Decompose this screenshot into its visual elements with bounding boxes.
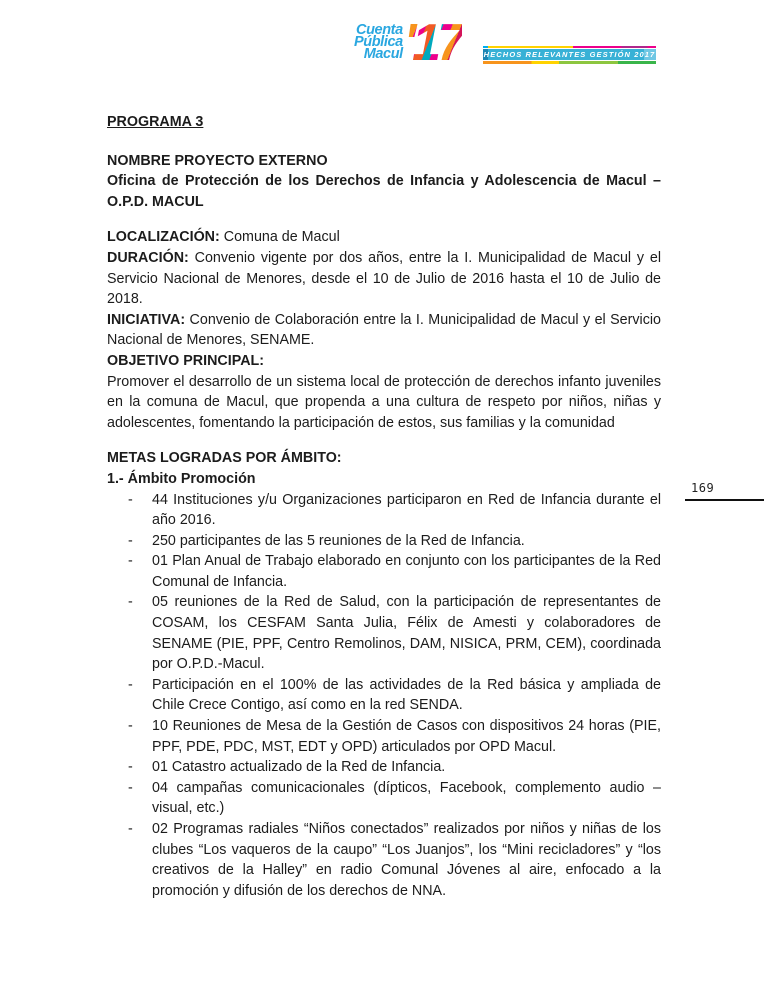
- ribbon-banner: [483, 46, 656, 64]
- section-objetivo: [107, 351, 661, 433]
- metas-heading: METAS LOGRADAS POR ÁMBITO:: [107, 450, 342, 467]
- localizacion-label: LOCALIZACIÓN:: [107, 229, 220, 246]
- logo-year-17: '17: [403, 14, 462, 72]
- ribbon-top-stripe: [483, 46, 656, 48]
- bullet-item: - 04 campañas comunicacionales (dípticos, Facebook, complemento audio – visual, etc.): [107, 778, 661, 819]
- ambito-promocion-heading: 1.- Ámbito Promoción: [107, 470, 256, 487]
- localizacion-value: Comuna de Macul: [223, 229, 340, 246]
- bullet-item: - 05 reuniones de la Red de Salud, con la participación de representantes de COSAM, los CESFAM Santa Julia, Félix de Amesti y colaboradores de SENAME (PIE, PPF, Centro Remolinos, DAM, NISICA, PRM, CEM), coordinada por O.P.D.-Macul.: [107, 592, 661, 674]
- page-number-rule: [685, 499, 764, 501]
- ribbon-band: [483, 49, 656, 60]
- bullet-item: - 44 Instituciones y/u Organizaciones participaron en Red de Infancia durante el año 2016.: [107, 490, 661, 531]
- program-title: PROGRAMA 3: [107, 114, 204, 130]
- bullet-item: - 01 Plan Anual de Trabajo elaborado en conjunto con los participantes de la Red Comunal de Infancia.: [107, 551, 661, 592]
- ribbon-text: HECHOS RELEVANTES GESTIÓN 2017: [483, 50, 656, 59]
- objetivo-value: Promover el desarrollo de un sistema local de protección de derechos infanto juveniles en la comuna de Macul, que propenda a una cultura de respeto por niños, niñas y adolescentes, fomentando la participación de estos, sus familias y la comunidad: [107, 373, 661, 431]
- iniciativa-value: Convenio de Colaboración entre la I. Municipalidad de Macul y el Servicio Nacional de Menores, SENAME.: [107, 311, 661, 349]
- logo-word-macul: Macul: [363, 45, 403, 62]
- nombre-proyecto-label: NOMBRE PROYECTO EXTERNO: [107, 152, 328, 169]
- bullet-item: - 250 participantes de las 5 reuniones de la Red de Infancia.: [107, 531, 661, 552]
- bullet-item: - 02 Programas radiales “Niños conectados” realizados por niños y niñas de los clubes “Los vaqueros de la caupo” “Los Juanjos”, los “Mini recicladores” y “los creativos de la Halley” en radio Comunal Jóvenes al aire, enfocado a la promoción y difusión de los derechos de NNA.: [107, 819, 661, 901]
- page-number-block: [685, 481, 764, 501]
- section-duracion: [107, 248, 661, 310]
- section-nombre-proyecto: [107, 151, 661, 213]
- objetivo-label: OBJETIVO PRINCIPAL:: [107, 352, 265, 369]
- nombre-proyecto-value: Oficina de Protección de los Derechos de Infancia y Adolescencia de Macul – O.P.D. MACUL: [107, 173, 661, 210]
- iniciativa-label: INICIATIVA:: [107, 311, 186, 328]
- bullet-item: - 01 Catastro actualizado de la Red de Infancia.: [107, 757, 661, 778]
- logo-word-cuenta: Cuenta: [356, 22, 403, 38]
- section-iniciativa: [107, 310, 661, 351]
- bullet-item: - Participación en el 100% de las actividades de la Red básica y ampliada de Chile Crece Contigo, así como en la red SENDA.: [107, 675, 661, 716]
- logo-wordmark: [354, 21, 403, 60]
- metas-bullet-list: [107, 490, 661, 902]
- duracion-label: DURACIÓN:: [107, 249, 189, 266]
- logo-word-publica: Pública: [354, 33, 403, 50]
- bullet-item: - 10 Reuniones de Mesa de la Gestión de Casos con dispositivos 24 horas (PIE, PPF, PDE, PDC, MST, EDT y OPD) articulados por OPD Macul.: [107, 716, 661, 757]
- cuenta-publica-logo: [354, 14, 462, 72]
- document-body: [107, 112, 661, 901]
- ribbon-bottom-stripe: [483, 61, 656, 64]
- section-localizacion: [107, 227, 661, 248]
- duracion-value: Convenio vigente por dos años, entre la I. Municipalidad de Macul y el Servicio Nacional de Menores, desde el 10 de Julio de 2016 hasta el 10 de Julio de 2018.: [107, 249, 661, 308]
- page-number: 169: [691, 481, 715, 495]
